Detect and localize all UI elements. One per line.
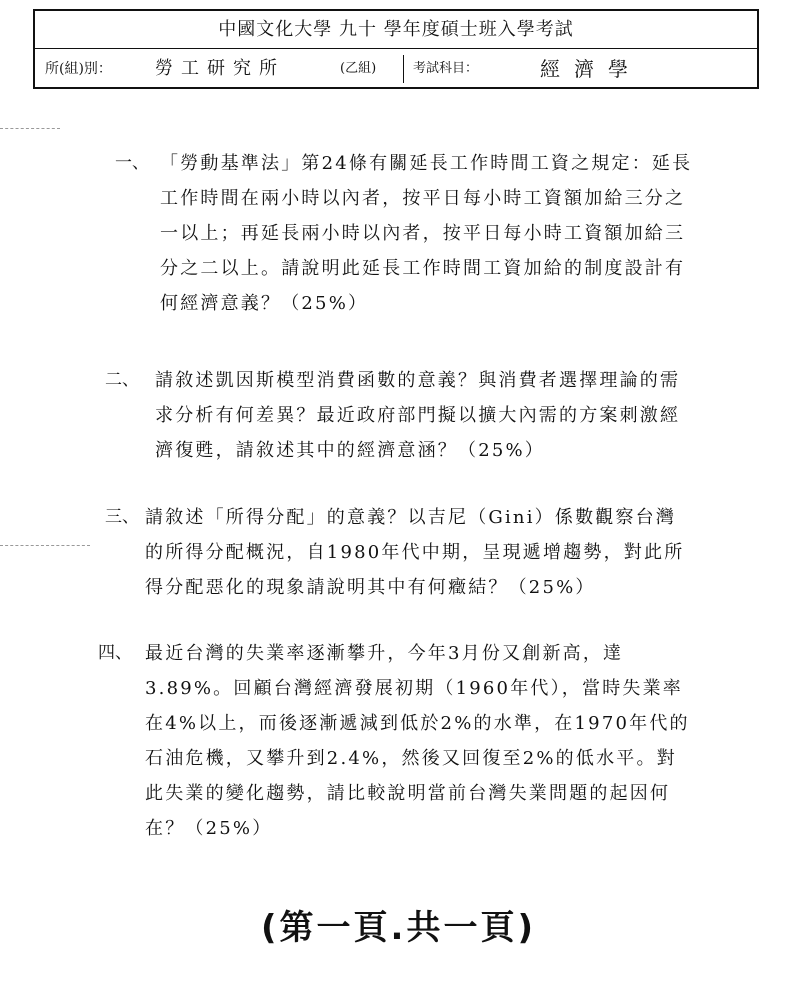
question-text: 「勞動基準法」第24條有關延長工作時間工資之規定：延長工作時間在兩小時以內者，按平日每小時工資額加給三分之一以上；再延長兩小時以內者，按平日每小時工資額加給三分之二以上。請說明此延長工作時間工資加給的制度設計有何經濟意義？（25%） (160, 153, 693, 314)
question-number: 一、 (115, 153, 149, 173)
header-divider (403, 55, 404, 83)
dept-value: 勞工研究所 (155, 58, 285, 79)
exam-header (33, 9, 759, 89)
scan-artifact (0, 128, 60, 129)
scan-artifact (0, 545, 90, 546)
group-label: (乙組) (340, 61, 377, 76)
subject-value: 經濟學 (540, 57, 642, 81)
subject-label: 考試科目： (413, 61, 479, 76)
question-number: 四、 (98, 643, 132, 663)
question-text: 請敘述凱因斯模型消費函數的意義？與消費者選擇理論的需求分析有何差異？最近政府部門擬以擴大內需的方案刺激經濟復甦，請敘述其中的經濟意涵？（25%） (155, 370, 681, 461)
header-info-row (35, 49, 757, 89)
page-footer: (第一頁.共一頁) (261, 908, 536, 948)
exam-title: 中國文化大學 九十 學年度碩士班入學考試 (35, 11, 757, 49)
question-number: 三、 (105, 507, 139, 527)
question-text: 最近台灣的失業率逐漸攀升，今年3月份又創新高，達3.89%。回顧台灣經濟發展初期（1960年代），當時失業率在4%以上，而後逐漸遞減到低於2%的水準，在1970年代的石油危機，又攀升到2.4%，然後又回復至2%的低水平。對此失業的變化趨勢，請比較說明當前台灣失業問題的起因何在？（25%） (145, 643, 690, 839)
dept-label: 所(組)別： (45, 61, 112, 77)
question-text: 請敘述「所得分配」的意義？以吉尼（Gini）係數觀察台灣的所得分配概況，自1980年代中期，呈現遞增趨勢，對此所得分配惡化的現象請說明其中有何癥結？（25%） (145, 507, 685, 598)
question-number: 二、 (105, 370, 139, 390)
